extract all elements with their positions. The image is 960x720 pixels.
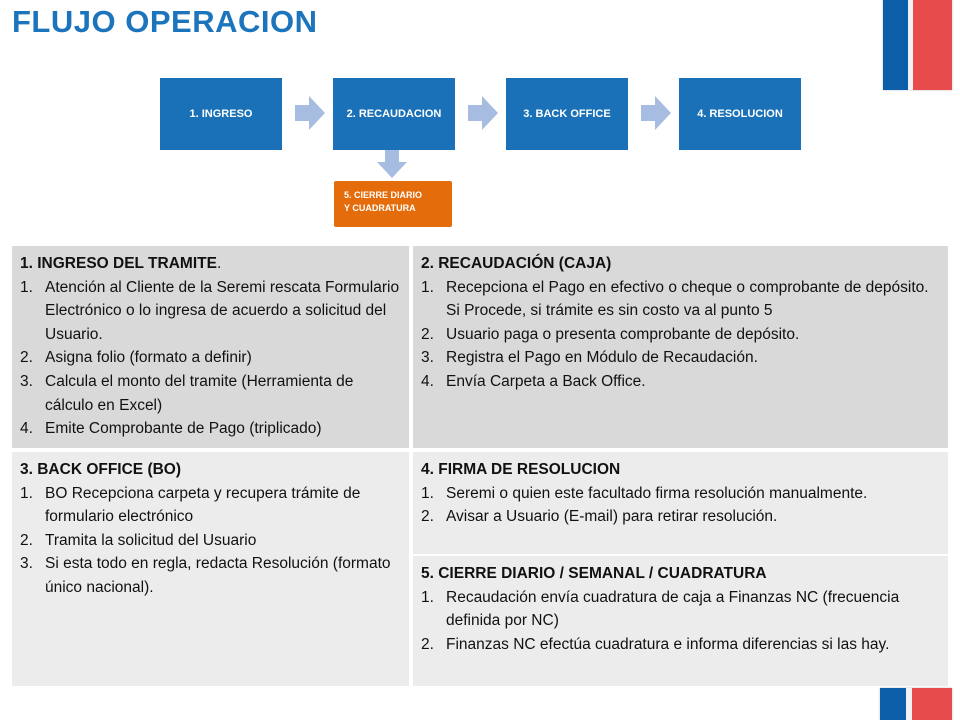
list-item: 2. Asigna folio (formato a definir) xyxy=(20,349,252,367)
step5-label-line1: 5. CIERRE DIARIO xyxy=(344,190,423,200)
flow-step-back-office: 3. BACK OFFICE xyxy=(506,78,628,150)
section-ingreso xyxy=(12,246,409,448)
list-item: 2. Usuario paga o presenta comprobante de depósito. xyxy=(421,325,800,343)
chile-flag-decoration-bottom xyxy=(880,688,952,720)
list-item: 3. Registra el Pago en Módulo de Recaudación. xyxy=(421,349,758,367)
section-back-office xyxy=(12,452,409,686)
list-item: 3. Calcula el monto del tramite (Herramienta de cálculo en Excel) xyxy=(20,372,354,414)
section-title: 4. FIRMA DE RESOLUCION xyxy=(421,461,621,478)
list-item: 4. Envía Carpeta a Back Office. xyxy=(421,372,646,390)
flow-step-ingreso: 1. INGRESO xyxy=(160,78,282,150)
flow-step-resolucion: 4. RESOLUCION xyxy=(679,78,801,150)
list-item: 1. Recepciona el Pago en efectivo o cheque o comprobante de depósito. Si Procede, si trámite es sin costo va al punto 5 xyxy=(421,278,929,320)
list-item: 2. Finanzas NC efectúa cuadratura e informa diferencias si las hay. xyxy=(421,635,890,653)
section-title: 5. CIERRE DIARIO / SEMANAL / CUADRATURA xyxy=(421,565,767,582)
section-title: 3. BACK OFFICE (BO) xyxy=(20,461,182,478)
section-firma-resolucion xyxy=(413,452,948,554)
section-cierre-diario xyxy=(413,556,948,686)
chile-flag-decoration-top xyxy=(883,0,952,90)
list-item: 2. Tramita la solicitud del Usuario xyxy=(20,531,257,549)
list-item: 4. Emite Comprobante de Pago (triplicado) xyxy=(20,420,322,438)
list-item: 1. BO Recepciona carpeta y recupera trámite de formulario electrónico xyxy=(20,484,361,526)
list-item: 2. Avisar a Usuario (E-mail) para retirar resolución. xyxy=(421,508,778,526)
right-arrow-icon xyxy=(468,96,498,130)
right-arrow-icon xyxy=(641,96,671,130)
list-item: 1. Seremi o quien este facultado firma resolución manualmente. xyxy=(421,484,868,502)
down-arrow-icon xyxy=(377,150,407,178)
step5-label-line2: Y CUADRATURA xyxy=(344,203,416,213)
list-item: 1. Recaudación envía cuadratura de caja a Finanzas NC (frecuencia definida por NC) xyxy=(421,588,900,630)
process-table xyxy=(12,246,948,686)
flow-step-cierre-diario xyxy=(334,181,452,227)
section-title: 2. RECAUDACIÓN (CAJA) xyxy=(421,255,612,272)
list-item: 3. Si esta todo en regla, redacta Resolución (formato único nacional). xyxy=(20,555,391,596)
section-title: 1. INGRESO DEL TRAMITE xyxy=(20,255,217,272)
right-arrow-icon xyxy=(295,96,325,130)
list-item: 1. Atención al Cliente de la Seremi rescata Formulario Electrónico o lo ingresa de acuerdo a solicitud del Usuario. xyxy=(20,278,400,343)
section-recaudacion xyxy=(413,246,948,448)
page-title: FLUJO OPERACION xyxy=(12,4,318,39)
flow-step-recaudacion: 2. RECAUDACION xyxy=(333,78,455,150)
section-title-suffix: . xyxy=(216,255,222,272)
